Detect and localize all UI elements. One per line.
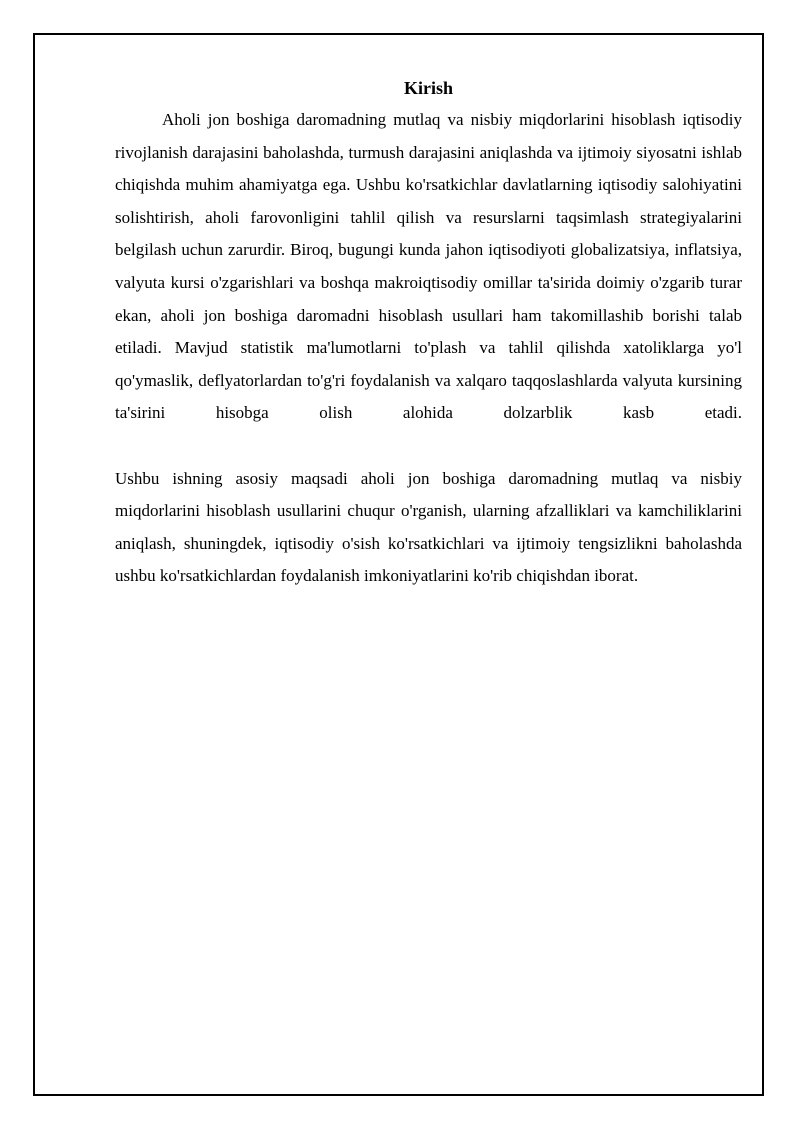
- goal-paragraph: Ushbu ishning asosiy maqsadi aholi jon boshiga daromadning mutlaq va nisbiy miqdorlarini hisoblash usullarini chuqur o'rganish, ularning afzalliklari va kamchiliklarini aniqlash, shuningdek, iqtisodiy o'sish ko'rsatkichlari va ijtimoiy tengsizlikni baholashda ushbu ko'rsatkichlardan foydalanish imkoniyatlarini ko'rib chiqishdan iborat.: [115, 468, 742, 586]
- intro-paragraph: Aholi jon boshiga daromadning mutlaq va nisbiy miqdorlarini hisoblash iqtisodiy rivojlanish darajasini baholashda, turmush darajasini aniqlashda va ijtimoiy siyosatni ishlab chiqishda muhim ahamiyatga ega. Ushbu ko'rsatkichlar davlatlarning iqtisodiy salohiyatini solishtirish, aholi farovonligini tahlil qilish va resurslarni taqsimlash strategiyalarini belgilash uchun zarurdir. Biroq, bugungi kunda jahon iqtisodiyoti globalizatsiya, inflatsiya, valyuta kursi o'zgarishlari va boshqa makroiqtisodiy omillar ta'sirida doimiy o'zgarib turar ekan, aholi jon boshiga daromadni hisoblash usullari ham takomillashib borishi talab etiladi. Mavjud statistik ma'lumotlarni to'plash va tahlil qilishda xatoliklarga yo'l qo'ymaslik, deflyatorlardan to'g'ri foydalanish va xalqaro taqqoslashlarda valyuta kursining ta'sirini hisobga olish alohida dolzarblik kasb etadi.: [115, 110, 742, 423]
- document-body: [115, 74, 742, 593]
- paragraph-spacer: [115, 430, 742, 463]
- document-title: Kirish: [403, 78, 453, 98]
